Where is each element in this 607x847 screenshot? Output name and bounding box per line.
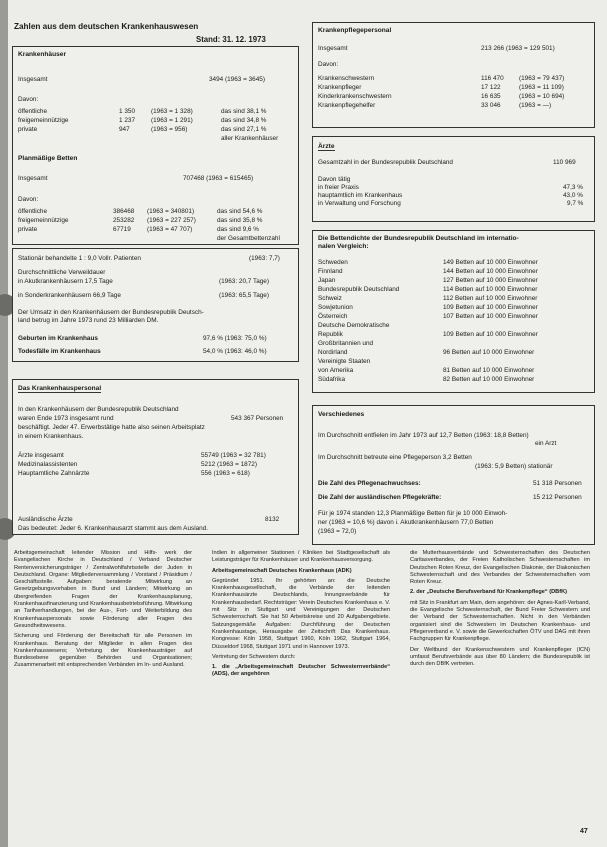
column-paragraph: mit Sitz in Frankfurt am Main, dem angehören: der Agnes-Karll-Verband, die Evangelische Schwesternschaft, der Bund Freier Schwestern und der Verband der Schwesternschaften. Nicht in den Verbänden organisiert sind die Schwestern im Deutschen Krankenhaus- und Pflegerverband e. V. sowie die Gewerkschaften ÖTV und DAG mit ihren Fachgruppen für Krankenpflege.: [410, 599, 590, 643]
row-label: Krankenpfleger: [318, 84, 362, 91]
stat-value: (1963: 20,7 Tage): [219, 278, 269, 285]
personal-text: Das bedeutet: Jeder 6. Krankenhausarzt stammt aus dem Ausland.: [18, 525, 209, 532]
column-paragraph: Sicherung und Förderung der Bereitschaft für alle Personen im Krankenhaus. Beratung der Mitglieder in allen Fragen des Krankenhauswesens; Vertretung der Krankenhausträger auf Bundesebene gegenüber Behörden und Organisationen; Zusammenarbeit mit entsprechenden Verbänden im In- und Ausland.: [14, 633, 192, 669]
row-prev: (1963 = —): [519, 102, 552, 109]
personal-value: 543 367 Personen: [231, 415, 284, 422]
section-heading: Krankenpflegepersonal: [318, 27, 392, 34]
column-subheading: 1. die „Arbeitsgemeinschaft Deutscher Schwesternverbände“ (ADS), der angehören: [212, 664, 390, 678]
beds-value: 144 Betten auf 10 000 Einwohner: [443, 268, 538, 275]
personal-text: beschäftigt. Jeder 47. Erwerbstätige hatte also seinen Arbeitsplatz: [18, 424, 205, 431]
beds-value: 96 Betten auf 10 000 Einwohner: [443, 349, 535, 356]
row-label: hauptamtlich im Krankenhaus: [318, 192, 403, 199]
box-pflegepersonal: [312, 22, 595, 128]
column-paragraph: die Mutterhausverbände und Schwesternschaften des Deutschen Caritasverbandes, der Freien Katholischen Schwesternschaften im Deutschen Roten Kreuz, der Evangelischen Diakonie, der Diakonischen Schwesternschaft und des Verbandes der Schwesternschaften vom Roten Kreuz.: [410, 550, 590, 586]
section-heading: Verschiedenes: [318, 411, 365, 418]
row-prev: (1963 = 227 257): [147, 217, 196, 224]
country-label: von Amerika: [318, 367, 354, 374]
stat-label: Stationär behandelte 1 : 9,0 Vollr. Patienten: [18, 255, 141, 262]
row-label: Ausländische Ärzte: [18, 516, 73, 523]
column-subheading: Arbeitsgemeinschaft Deutsches Krankenhaus (ADK): [212, 567, 352, 574]
beds-value: 109 Betten auf 10 000 Einwohner: [443, 304, 538, 311]
country-label: Nordirland: [318, 349, 348, 356]
row-value: 116 470: [481, 75, 504, 82]
box-aerzte: [312, 136, 595, 222]
stat-label: Durchschnittliche Verweildauer: [18, 269, 106, 276]
row-value: 17 122: [481, 84, 501, 91]
row-prev: (1963 = 1 328): [151, 108, 193, 115]
row-label: in Verwaltung und Forschung: [318, 200, 401, 207]
text-column-3: [410, 550, 590, 822]
info-text: ein Arzt: [535, 440, 557, 447]
row-pct: das sind 27,1 %: [221, 126, 267, 133]
row-label: Medizinalassistenten: [18, 461, 78, 468]
row-note: aller Krankenhäuser: [221, 135, 279, 142]
row-label: Gesamtzahl in der Bundesrepublik Deutschland: [318, 159, 453, 166]
row-prev: (1963 = 340801): [147, 208, 195, 215]
row-label: private: [18, 226, 38, 233]
insgesamt-value: 213 266 (1963 = 129 501): [481, 45, 555, 52]
row-label: freigemeinnützige: [18, 217, 69, 224]
column-paragraph: Der Weltbund der Krankenschwestern und Krankenpfleger (ICN) umfasst Berufsverbände aus über 80 Ländern; die Bundesrepublik ist durch den DBfK vertreten.: [410, 646, 590, 668]
box-behandlung: [12, 248, 299, 362]
row-value: 55749 (1963 = 32 781): [201, 452, 266, 459]
row-value: 16 635: [481, 93, 501, 100]
row-value: 386468: [113, 208, 135, 215]
row-prev: (1963 = 11 109): [519, 84, 564, 91]
beds-value: 127 Betten auf 10 000 Einwohner: [443, 277, 538, 284]
column-paragraph: Arbeitsgemeinschaft leitender Mission und Hilfs- werk der Evangelischen Kirche in Deutschland / Verband Deutscher Rentenversicherungsträger / Zentralwohlfahrtsstelle der Juden in Deutschland. Organe: Mitgliederversammlung / Vorstand / Präsidium / Geschäftsstelle. Aufgaben: beratende Mitwirkung an Gesetzgebungsvorhaben in Bund und Ländern; Mitwirkung an übergreifenden Fragen der Krankenhausplanung, Krankenhausfinanzierung und Krankenhausbetriebsführung. Mitwirkung an Tarifverhandlungen, bei der Aus-, Fort- und Weiterbildung des Krankenhauspersonals sowie Förderung aller Fragen des Gesundheitswesens.: [14, 550, 192, 629]
stat-value: (1963: 7,7): [249, 255, 280, 262]
row-prev: (1963 = 1 291): [151, 117, 193, 124]
stat-label: Todesfälle im Krankenhaus: [18, 348, 101, 355]
info-text: Im Durchschnitt betreute eine Pflegeperson 3,2 Betten: [318, 454, 472, 461]
country-label: Schweiz: [318, 295, 342, 302]
text-column-1: [14, 550, 192, 822]
beds-value: 82 Betten auf 10 000 Einwohner: [443, 376, 535, 383]
row-value: 43,0 %: [563, 192, 583, 199]
info-text: (1963 = 72,0): [318, 528, 357, 535]
box-personal: [12, 379, 299, 535]
country-label: Südafrika: [318, 376, 345, 383]
info-value: 15 212 Personen: [533, 494, 582, 501]
stat-text: land betrug im Jahre 1973 rund 23 Milliarden DM.: [18, 317, 159, 324]
stat-value: 54,0 % (1963: 46,0 %): [203, 348, 267, 355]
personal-text: In den Krankenhäusern der Bundesrepublik Deutschland: [18, 406, 179, 413]
section-heading: Ärzte: [318, 143, 335, 150]
row-label: Kinderkrankenschwestern: [318, 93, 392, 100]
davon-label: Davon:: [18, 196, 39, 203]
row-label: in freier Praxis: [318, 184, 359, 191]
stat-label: in Sonderkrankenhäusern 66,9 Tage: [18, 292, 121, 299]
country-label: Großbritannien und: [318, 340, 374, 347]
row-pct: das sind 9,6 %: [217, 226, 259, 233]
row-label: öffentliche: [18, 108, 48, 115]
row-pct: das sind 35,8 %: [217, 217, 263, 224]
row-value: 8132: [265, 516, 280, 523]
davon-label: Davon tätig: [318, 176, 351, 183]
row-value: 33 046: [481, 102, 501, 109]
row-label: private: [18, 126, 38, 133]
info-label: Die Zahl des Pflegenachwuchses:: [318, 480, 421, 487]
column-subheading: 2. der „Deutsche Berufsverband für Krankenpflege“ (DBfK): [410, 589, 567, 596]
stat-label: in Akutkrankenhäusern 17,5 Tage: [18, 278, 113, 285]
row-value: 5212 (1963 = 1872): [201, 461, 257, 468]
text-column-2: [212, 550, 390, 822]
info-text: ner (1963 = 10,6 %) davon i. Akutkrankenhäusern 77,0 Betten: [318, 519, 494, 526]
country-label: Sowjetunion: [318, 304, 353, 311]
country-label: Finnland: [318, 268, 343, 275]
section-heading: Das Krankenhauspersonal: [18, 385, 102, 392]
country-label: Republik: [318, 331, 343, 338]
row-prev: (1963 = 79 437): [519, 75, 565, 82]
row-value: 9,7 %: [567, 200, 584, 207]
row-value: 67719: [113, 226, 131, 233]
insgesamt-value: 3494 (1963 = 3645): [209, 76, 265, 83]
page-title: Zahlen aus dem deutschen Krankenhauswesen: [14, 22, 199, 31]
insgesamt-label: Insgesamt: [18, 76, 48, 83]
binding-edge: [0, 0, 8, 847]
beds-value: 114 Betten auf 10 000 Einwohner: [443, 286, 538, 293]
country-label: Österreich: [318, 313, 348, 320]
row-label: Krankenpflegehelfer: [318, 102, 376, 109]
column-paragraph: Gegründet 1951. Ihr gehörten an: die Deutsche Krankenhausgesellschaft, die Verbände der leitenden Krankenhausärzte Deutschlands, Innungsverbände für Krankenhausbedarf. Rechtsträger: Verein Deutsches Krankenhaus e. V. mit Sitz in Stuttgart und Vereinigungen der Deutschen Schwesternschaft. Sie hat 50 Arbeitskreise und 20 Aufgabengebiete. Satzungsgemäße Aufgaben: Durchführung der Deutschen Krankenhaustage, Herausgabe der Zeitschrift Das Krankenhaus. Kongresse: Köln 1958, Stuttgart 1960, Köln 1962, Stuttgart 1964, Düsseldorf 1968, Stuttgart 1971 und in Hannover 1973.: [212, 577, 390, 650]
info-value: 51 318 Personen: [533, 480, 582, 487]
page-number: 47: [580, 828, 588, 835]
beds-value: 149 Betten auf 10 000 Einwohner: [443, 259, 538, 266]
insgesamt-label: Insgesamt: [318, 45, 348, 52]
row-pct: das sind 34,8 %: [221, 117, 267, 124]
info-text: Im Durchschnitt entfielen im Jahr 1973 auf 12,7 Betten (1963: 18,8 Betten): [318, 432, 529, 439]
column-paragraph: Indien in allgemeiner Stationen / Kliniken bei Stadtgesellschaft als Leistungsträger für Krankenhäuser und Krankenhausversorgung.: [212, 550, 390, 564]
section-heading: Planmäßige Betten: [18, 155, 78, 162]
column-paragraph: Vertretung der Schwestern durch:: [212, 653, 296, 660]
beds-value: 112 Betten auf 10 000 Einwohner: [443, 295, 538, 302]
row-pct: das sind 54,6 %: [217, 208, 263, 215]
stat-value: 97,6 % (1963: 75,0 %): [203, 335, 267, 342]
stat-label: Geburten im Krankenhaus: [18, 335, 98, 342]
row-value: 1 350: [119, 108, 135, 115]
row-label: öffentliche: [18, 208, 48, 215]
row-label: Krankenschwestern: [318, 75, 375, 82]
row-prev: (1963 = 956): [151, 126, 188, 133]
insgesamt-label: Insgesamt: [18, 175, 48, 182]
row-value: 1 237: [119, 117, 135, 124]
row-value: 253282: [113, 217, 135, 224]
davon-label: Davon:: [318, 61, 339, 68]
row-prev: (1963 = 47 707): [147, 226, 193, 233]
insgesamt-value: 707468 (1963 = 615465): [183, 175, 254, 182]
section-heading: Krankenhäuser: [18, 51, 67, 58]
personal-text: waren Ende 1973 insgesamt rund: [18, 415, 114, 422]
row-label: freigemeinnützige: [18, 117, 69, 124]
beds-value: 81 Betten auf 10 000 Einwohner: [443, 367, 535, 374]
davon-label: Davon:: [18, 96, 39, 103]
info-text: Für je 1974 standen 12,3 Planmäßige Betten für je 10 000 Einwoh-: [318, 510, 508, 517]
row-label: Hauptamtliche Zahnärzte: [18, 470, 90, 477]
stat-text: Der Umsatz in den Krankenhäusern der Bundesrepublik Deutsch-: [18, 309, 204, 316]
info-text: (1963: 5,9 Betten) stationär: [475, 463, 553, 470]
section-heading: Die Bettendichte der Bundesrepublik Deutschland im internatio-: [318, 235, 519, 242]
country-label: Deutsche Demokratische: [318, 322, 390, 329]
country-label: Bundesrepublik Deutschland: [318, 286, 400, 293]
row-value: 947: [119, 126, 130, 133]
info-label: Die Zahl der ausländischen Pflegekräfte:: [318, 494, 442, 501]
row-note: der Gesamtbettenzahl: [217, 235, 280, 242]
row-value: 110 969: [553, 159, 576, 166]
row-value: 556 (1963 = 618): [201, 470, 250, 477]
row-pct: das sind 38,1 %: [221, 108, 267, 115]
row-label: Ärzte insgesamt: [18, 452, 64, 459]
country-label: Japan: [318, 277, 336, 284]
section-heading: nalen Vergleich:: [318, 243, 369, 250]
beds-value: 107 Betten auf 10 000 Einwohner: [443, 313, 538, 320]
personal-text: in einem Krankenhaus.: [18, 433, 84, 440]
country-label: Schweden: [318, 259, 348, 266]
row-prev: (1963 = 10 694): [519, 93, 565, 100]
box-bettendichte: [312, 230, 595, 393]
row-value: 47,3 %: [563, 184, 583, 191]
box-verschiedenes: [312, 405, 595, 545]
box-krankenhaeuser: [12, 46, 299, 245]
beds-value: 109 Betten auf 10 000 Einwohner: [443, 331, 538, 338]
stand-date: Stand: 31. 12. 1973: [196, 35, 266, 44]
stat-value: (1963: 65,5 Tage): [219, 292, 269, 299]
country-label: Vereinigte Staaten: [318, 358, 371, 365]
